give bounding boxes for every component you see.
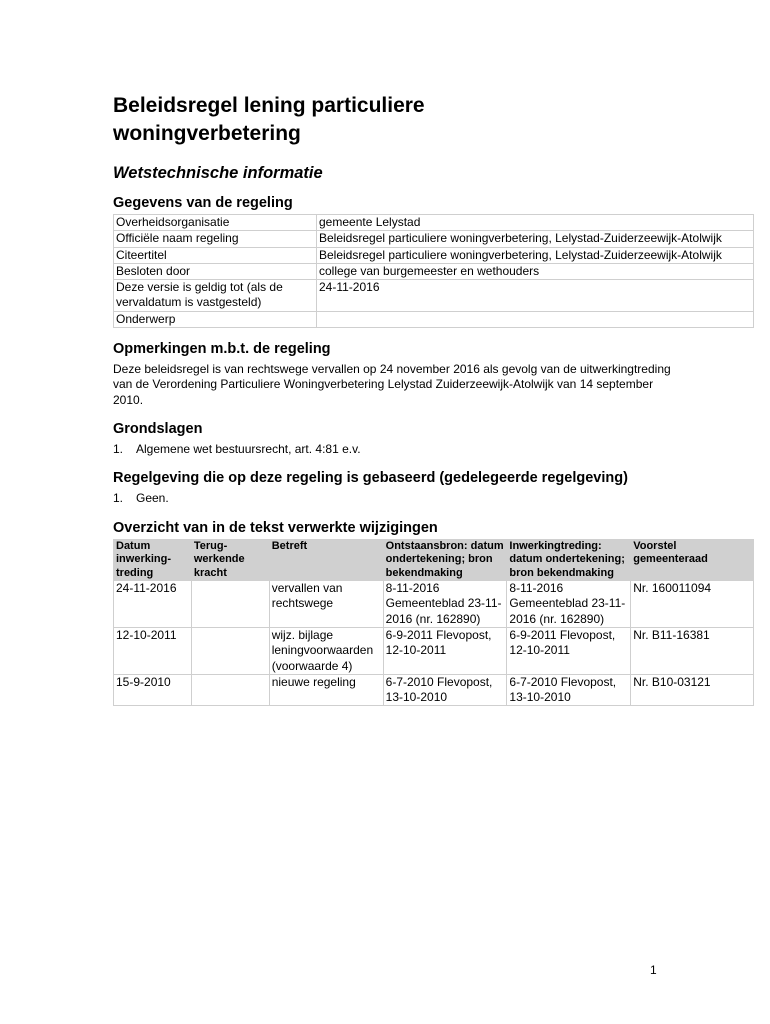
grondslagen-list	[113, 442, 754, 457]
opmerkingen-section	[113, 340, 754, 408]
cell-betreft: wijz. bijlage leningvoorwaarden (voorwaarde 4)	[269, 627, 383, 674]
list-item-number: 1.	[113, 491, 124, 506]
column-header-voorstel: Voorstel gemeenteraad	[631, 539, 754, 581]
table-row	[114, 215, 754, 231]
cell-datum: 15-9-2010	[114, 674, 192, 706]
overzicht-section	[113, 519, 754, 707]
cell-inwerkingtreding: 6-9-2011 Flevopost, 12-10-2011	[507, 627, 631, 674]
cell-ontstaansbron: 6-7-2010 Flevopost, 13-10-2010	[383, 674, 507, 706]
gegevens-heading: Gegevens van de regeling	[113, 195, 293, 211]
cell-datum: 24-11-2016	[114, 581, 192, 628]
cell-voorstel: Nr. 160011094	[631, 581, 754, 628]
opmerkingen-heading: Opmerkingen m.b.t. de regeling	[113, 341, 331, 358]
regelgeving-list	[113, 491, 754, 506]
gegevens-key: Officiële naam regeling	[114, 231, 317, 247]
gegevens-value: gemeente Lelystad	[317, 215, 754, 231]
cell-terugwerkende-kracht	[191, 581, 269, 628]
column-header-betreft: Betreft	[269, 539, 383, 581]
gegevens-value: 24-11-2016	[317, 280, 754, 312]
table-row	[114, 263, 754, 279]
list-item	[113, 491, 754, 506]
gegevens-value: Beleidsregel particuliere woningverbetering, Lelystad-Zuiderzeewijk-Atolwijk	[317, 247, 754, 263]
column-header-inwerkingtreding: Inwerkingtreding: datum ondertekening; bron bekendmaking	[507, 539, 631, 581]
list-item	[113, 442, 754, 457]
column-header-terugwerkende-kracht: Terug-werkende kracht	[191, 539, 269, 581]
gegevens-key: Overheidsorganisatie	[114, 215, 317, 231]
document-title: Beleidsregel lening particuliere woningverbetering	[113, 94, 425, 145]
gegevens-key: Besloten door	[114, 263, 317, 279]
cell-terugwerkende-kracht	[191, 674, 269, 706]
gegevens-value: college van burgemeester en wethouders	[317, 263, 754, 279]
gegevens-key: Citeertitel	[114, 247, 317, 263]
table-row	[114, 231, 754, 247]
document-subtitle: Wetstechnische informatie	[113, 164, 323, 182]
column-header-datum: Datum inwerking-treding	[114, 539, 192, 581]
grondslagen-section	[113, 420, 754, 457]
gegevens-key: Deze versie is geldig tot (als de vervaldatum is vastgesteld)	[114, 280, 317, 312]
table-row	[114, 311, 754, 327]
table-row	[114, 247, 754, 263]
cell-datum: 12-10-2011	[114, 627, 192, 674]
page-number: 1	[650, 963, 657, 977]
overzicht-heading: Overzicht van in de tekst verwerkte wijzigingen	[113, 519, 438, 536]
gegevens-section	[113, 194, 754, 328]
cell-terugwerkende-kracht	[191, 627, 269, 674]
document-page	[113, 92, 754, 706]
table-row	[114, 280, 754, 312]
cell-betreft: nieuwe regeling	[269, 674, 383, 706]
cell-voorstel: Nr. B11-16381	[631, 627, 754, 674]
list-item-text: Geen.	[136, 491, 169, 506]
cell-inwerkingtreding: 8-11-2016 Gemeenteblad 23-11-2016 (nr. 162890)	[507, 581, 631, 628]
list-item-text: Algemene wet bestuursrecht, art. 4:81 e.v.	[136, 441, 361, 456]
cell-betreft: vervallen van rechtswege	[269, 581, 383, 628]
cell-ontstaansbron: 8-11-2016 Gemeenteblad 23-11-2016 (nr. 162890)	[383, 581, 507, 628]
table-header-row	[114, 539, 754, 581]
cell-voorstel: Nr. B10-03121	[631, 674, 754, 706]
gegevens-key: Onderwerp	[114, 311, 317, 327]
list-item-number: 1.	[113, 441, 124, 456]
regelgeving-section	[113, 469, 754, 506]
wijzigingen-table	[113, 539, 754, 707]
opmerkingen-text: Deze beleidsregel is van rechtswege vervallen op 24 november 2016 als gevolg van de uitwerkingtreding van de Verordening Particuliere Woningverbetering Lelystad Zuiderzeewijk-Atolwijk van 14 september 2010.	[113, 362, 671, 407]
column-header-ontstaansbron: Ontstaansbron: datum ondertekening; bron bekendmaking	[383, 539, 507, 581]
cell-ontstaansbron: 6-9-2011 Flevopost, 12-10-2011	[383, 627, 507, 674]
regelgeving-heading: Regelgeving die op deze regeling is gebaseerd (gedelegeerde regelgeving)	[113, 470, 628, 487]
table-row	[114, 627, 754, 674]
gegevens-value: Beleidsregel particuliere woningverbetering, Lelystad-Zuiderzeewijk-Atolwijk	[317, 231, 754, 247]
table-row	[114, 674, 754, 706]
table-row	[114, 581, 754, 628]
gegevens-table	[113, 214, 754, 328]
cell-inwerkingtreding: 6-7-2010 Flevopost, 13-10-2010	[507, 674, 631, 706]
gegevens-value	[317, 311, 754, 327]
grondslagen-heading: Grondslagen	[113, 420, 203, 437]
